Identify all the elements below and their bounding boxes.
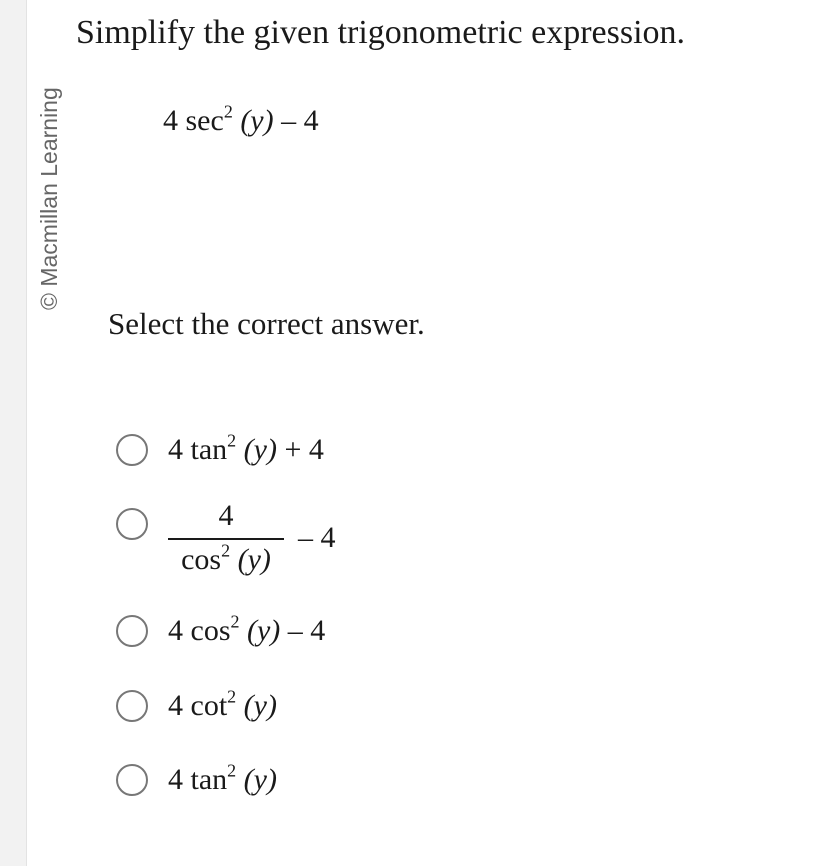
radio-button[interactable] <box>116 508 148 540</box>
answer-option-4[interactable] <box>116 686 277 723</box>
answer-option-5[interactable] <box>116 760 277 797</box>
answer-option-2[interactable] <box>116 498 336 578</box>
side-strip <box>0 0 27 866</box>
answer-prompt: Select the correct answer. <box>108 306 425 341</box>
fraction: $\frac{4}{\cos^2 (y)}$ <box>168 498 284 578</box>
option-label: 4 $\cot^2 (y)$ <box>168 686 277 722</box>
question-expression: 4 $\sec^2 (y) - 4$ <box>163 101 319 137</box>
radio-button[interactable] <box>116 615 148 647</box>
option-label: $\frac{4}{\cos^2 (y)}$ – 4 <box>168 498 336 578</box>
copyright-watermark: © Macmillan Learning <box>36 87 62 310</box>
radio-button[interactable] <box>116 690 148 722</box>
option-label: 4 $\tan^2 (y) + 4$ <box>168 430 324 466</box>
radio-button[interactable] <box>116 764 148 796</box>
answer-option-3[interactable] <box>116 611 326 648</box>
radio-button[interactable] <box>116 434 148 466</box>
answer-option-1[interactable] <box>116 430 324 467</box>
option-label: 4 $\cos^2 (y) - 4$ <box>168 611 326 647</box>
question-title: Simplify the given trigonometric expression. <box>76 14 686 51</box>
option-label: 4 $\tan^2 (y)$ <box>168 760 277 796</box>
